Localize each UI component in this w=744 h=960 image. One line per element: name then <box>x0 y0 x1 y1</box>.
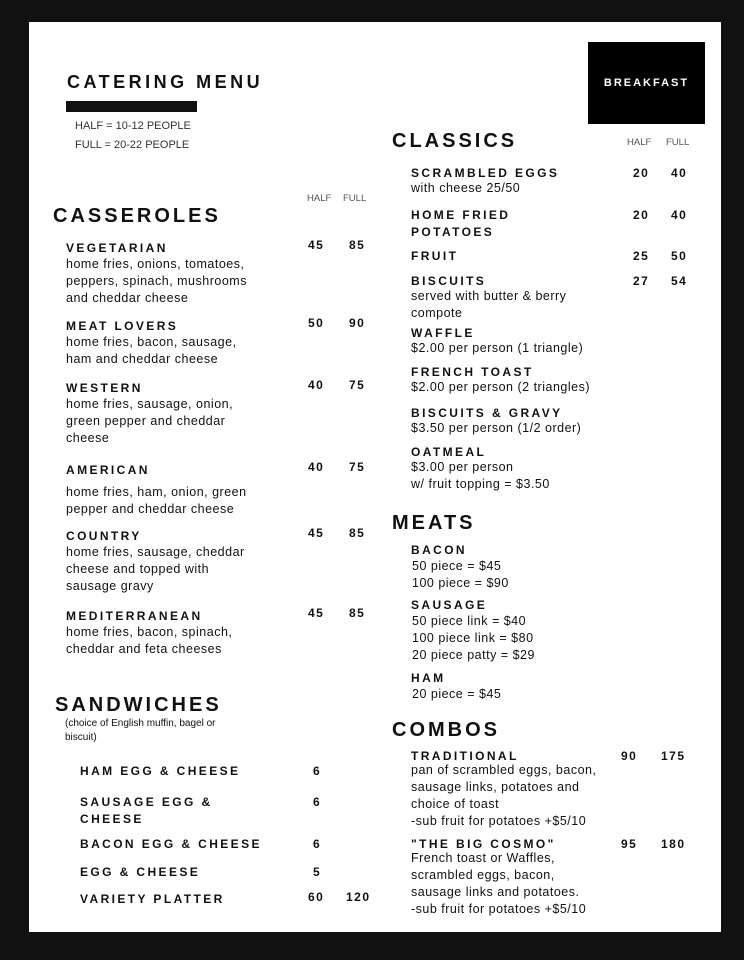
menu-page <box>29 22 721 932</box>
casserole-desc: cheese <box>66 431 110 445</box>
meat-name: HAM <box>411 671 446 685</box>
classic-name: SCRAMBLED EGGS <box>411 166 560 180</box>
classic-name: HOME FRIED <box>411 208 511 222</box>
classic-name: BISCUITS & GRAVY <box>411 406 563 420</box>
casserole-desc: peppers, spinach, mushrooms <box>66 274 247 288</box>
meat-desc: 20 piece = $45 <box>412 687 502 701</box>
legend-full: FULL = 20-22 PEOPLE <box>75 139 190 151</box>
casserole-name: MEAT LOVERS <box>66 319 179 333</box>
combos-heading: COMBOS <box>392 719 500 741</box>
casserole-name: MEDITERRANEAN <box>66 609 203 623</box>
combo-desc: sausage links and potatoes. <box>411 885 580 899</box>
casserole-full-price: 85 <box>349 238 366 252</box>
casserole-name: COUNTRY <box>66 529 142 543</box>
casserole-desc: home fries, bacon, spinach, <box>66 625 233 639</box>
title-underline-bar <box>66 101 197 112</box>
classic-half-price: 27 <box>633 274 650 288</box>
casserole-desc: green pepper and cheddar <box>66 414 226 428</box>
combo-full-price: 175 <box>661 749 686 763</box>
classic-desc: $3.00 per person <box>411 460 514 474</box>
casserole-desc: home fries, sausage, onion, <box>66 397 234 411</box>
sandwich-name: CHEESE <box>80 812 144 826</box>
combo-name: TRADITIONAL <box>411 749 519 763</box>
sandwich-price: 6 <box>313 837 322 851</box>
casserole-full-price: 90 <box>349 316 366 330</box>
classic-desc: $2.00 per person (2 triangles) <box>411 380 590 394</box>
sandwich-price: 6 <box>313 795 322 809</box>
classic-full-price: 40 <box>671 208 688 222</box>
combo-desc: -sub fruit for potatoes +$5/10 <box>411 902 587 916</box>
breakfast-badge-label: BREAKFAST <box>603 77 690 89</box>
casserole-desc: home fries, bacon, sausage, <box>66 335 237 349</box>
combo-desc: French toast or Waffles, <box>411 851 555 865</box>
casserole-desc: ham and cheddar cheese <box>66 352 219 366</box>
combo-half-price: 90 <box>621 749 638 763</box>
sandwich-name: VARIETY PLATTER <box>80 892 225 906</box>
classic-desc: w/ fruit topping = $3.50 <box>411 477 550 491</box>
sandwiches-heading: SANDWICHES <box>55 694 222 716</box>
casserole-full-price: 85 <box>349 526 366 540</box>
casseroles-heading: CASSEROLES <box>53 205 221 227</box>
sandwich-full-price: 120 <box>346 890 371 904</box>
combo-full-price: 180 <box>661 837 686 851</box>
classic-name: OATMEAL <box>411 445 487 459</box>
classic-name: WAFFLE <box>411 326 475 340</box>
casserole-half-price: 50 <box>308 316 325 330</box>
classic-full-price: 54 <box>671 274 688 288</box>
casseroles-col-full: FULL <box>343 193 367 204</box>
sandwich-name: SAUSAGE EGG & <box>80 795 213 809</box>
combo-desc: pan of scrambled eggs, bacon, <box>411 763 597 777</box>
casserole-full-price: 75 <box>349 460 366 474</box>
combo-desc: -sub fruit for potatoes +$5/10 <box>411 814 587 828</box>
meat-desc: 50 piece = $45 <box>412 559 502 573</box>
casserole-desc: home fries, sausage, cheddar <box>66 545 245 559</box>
casserole-desc: cheese and topped with <box>66 562 210 576</box>
classic-name: POTATOES <box>411 225 495 239</box>
combo-desc: choice of toast <box>411 797 500 811</box>
sandwich-name: EGG & CHEESE <box>80 865 201 879</box>
combo-name: "THE BIG COSMO" <box>411 837 556 851</box>
meat-name: SAUSAGE <box>411 598 488 612</box>
classic-desc: $3.50 per person (1/2 order) <box>411 421 582 435</box>
classics-heading: CLASSICS <box>392 130 518 152</box>
sandwiches-note-line1: (choice of English muffin, bagel or <box>65 718 216 729</box>
menu-title: CATERING MENU <box>67 72 264 92</box>
casserole-half-price: 45 <box>308 238 325 252</box>
classic-desc: compote <box>411 306 463 320</box>
meat-name: BACON <box>411 543 467 557</box>
meat-desc: 100 piece link = $80 <box>412 631 534 645</box>
sandwiches-note-line2: biscuit) <box>65 732 97 743</box>
classic-desc: served with butter & berry <box>411 289 567 303</box>
classic-half-price: 20 <box>633 166 650 180</box>
classic-desc: with cheese 25/50 <box>411 181 521 195</box>
meat-desc: 100 piece = $90 <box>412 576 509 590</box>
casserole-half-price: 45 <box>308 606 325 620</box>
breakfast-badge <box>588 42 705 124</box>
classic-half-price: 25 <box>633 249 650 263</box>
casserole-full-price: 75 <box>349 378 366 392</box>
casserole-desc: home fries, ham, onion, green <box>66 485 247 499</box>
casserole-desc: sausage gravy <box>66 579 154 593</box>
classic-full-price: 40 <box>671 166 688 180</box>
classics-col-full: FULL <box>666 137 690 148</box>
legend-half: HALF = 10-12 PEOPLE <box>75 120 191 132</box>
combo-half-price: 95 <box>621 837 638 851</box>
classic-half-price: 20 <box>633 208 650 222</box>
casserole-desc: and cheddar cheese <box>66 291 189 305</box>
classic-name: BISCUITS <box>411 274 487 288</box>
casserole-half-price: 45 <box>308 526 325 540</box>
casserole-half-price: 40 <box>308 378 325 392</box>
casserole-name: WESTERN <box>66 381 143 395</box>
classic-desc: $2.00 per person (1 triangle) <box>411 341 584 355</box>
meats-heading: MEATS <box>392 512 476 534</box>
casserole-name: AMERICAN <box>66 463 150 477</box>
casserole-name: VEGETARIAN <box>66 241 168 255</box>
casserole-full-price: 85 <box>349 606 366 620</box>
meat-desc: 20 piece patty = $29 <box>412 648 535 662</box>
sandwich-half-price: 60 <box>308 890 325 904</box>
classic-name: FRUIT <box>411 249 459 263</box>
meat-desc: 50 piece link = $40 <box>412 614 527 628</box>
casseroles-col-half: HALF <box>307 193 332 204</box>
sandwich-price: 6 <box>313 764 322 778</box>
classics-col-half: HALF <box>627 137 652 148</box>
combo-desc: scrambled eggs, bacon, <box>411 868 555 882</box>
sandwich-name: HAM EGG & CHEESE <box>80 764 241 778</box>
casserole-desc: pepper and cheddar cheese <box>66 502 235 516</box>
casserole-desc: home fries, onions, tomatoes, <box>66 257 245 271</box>
classic-name: FRENCH TOAST <box>411 365 534 379</box>
casserole-desc: cheddar and feta cheeses <box>66 642 222 656</box>
combo-desc: sausage links, potatoes and <box>411 780 580 794</box>
casserole-half-price: 40 <box>308 460 325 474</box>
sandwich-name: BACON EGG & CHEESE <box>80 837 262 851</box>
sandwich-price: 5 <box>313 865 322 879</box>
classic-full-price: 50 <box>671 249 688 263</box>
